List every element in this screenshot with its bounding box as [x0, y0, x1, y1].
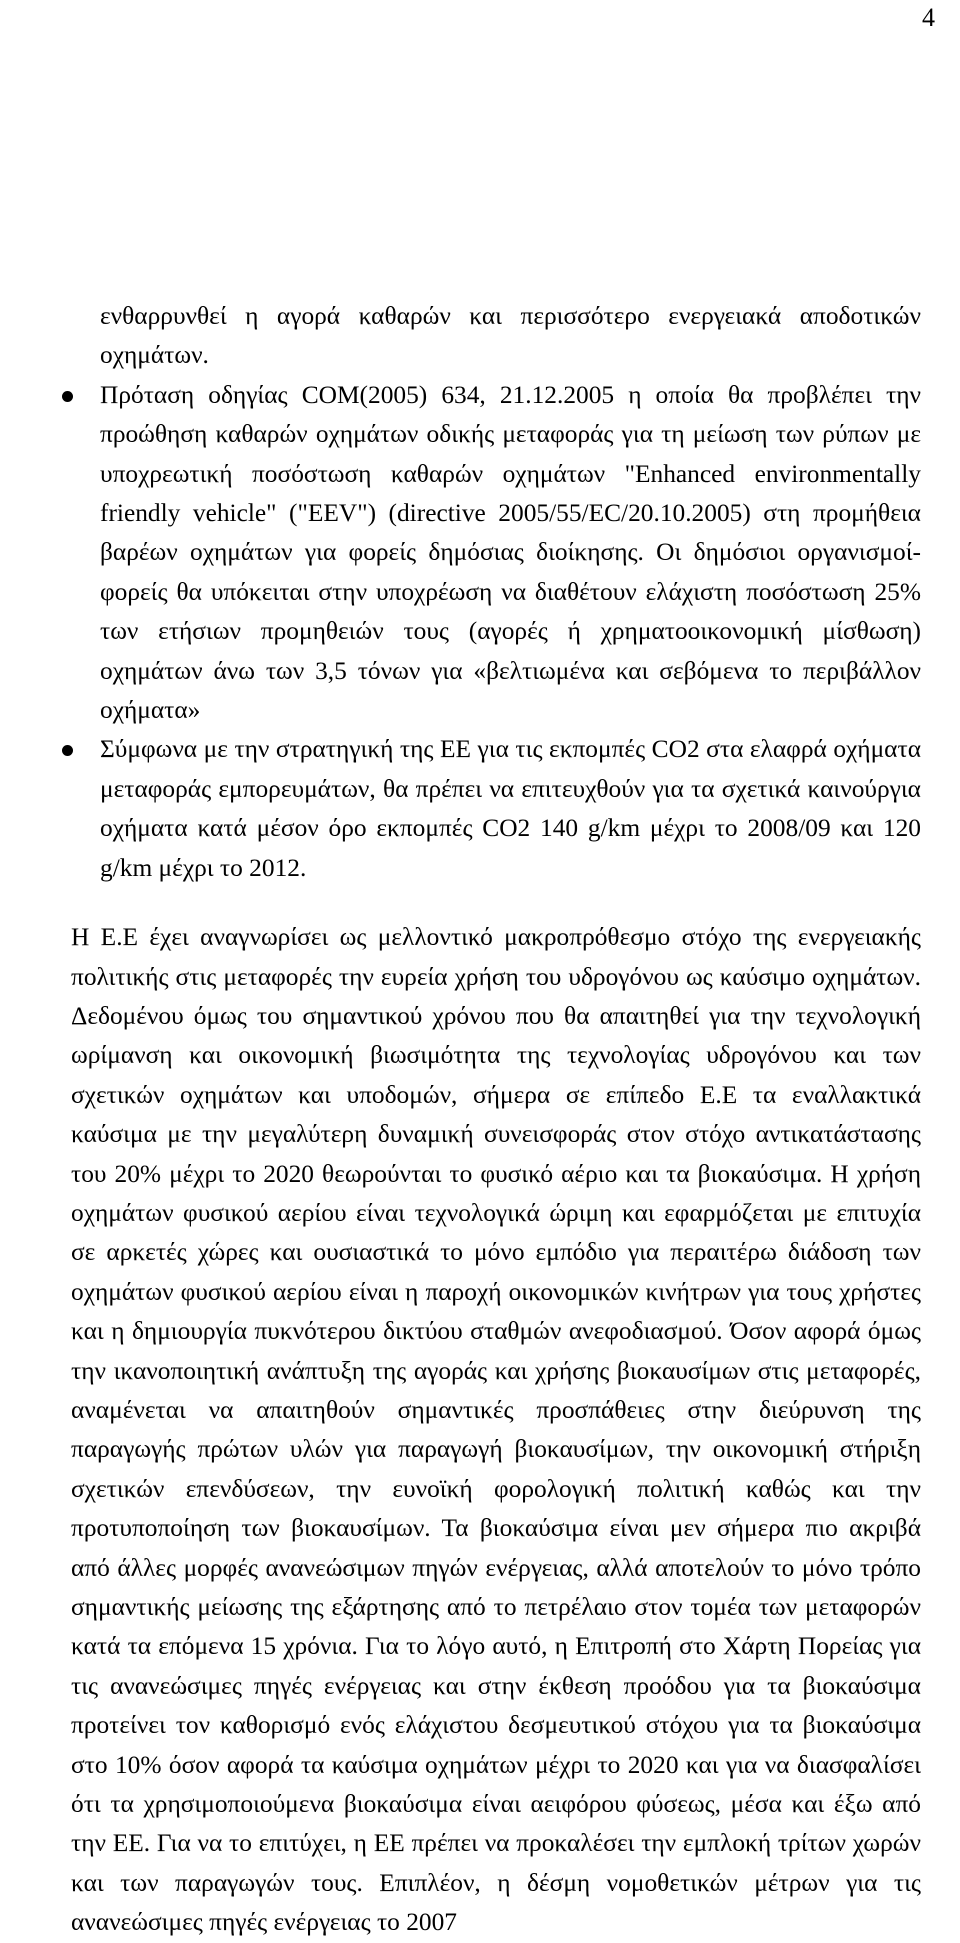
list-item — [71, 376, 921, 731]
bullet-icon — [62, 391, 73, 402]
list-continuation-text: ενθαρρυνθεί η αγορά καθαρών και περισσότερο ενεργειακά αποδοτικών οχημάτων. — [100, 302, 921, 370]
list-item-text: Πρόταση οδηγίας COM(2005) 634, 21.12.2005 η οποία θα προβλέπει την προώθηση καθαρών οχημάτων οδικής μεταφοράς για τη μείωση των ρύπων με υποχρεωτική ποσόστωση καθαρών οχημάτων "Enhanced environmentally friendly vehicle" ("EEV") (directive 2005/55/EC/20.10.2005) στη προμήθεια βαρέων οχημάτων για φορείς δημόσιας διοίκησης. Οι δημόσιοι οργανισμοί-φορείς θα υπόκειται στην υποχρέωση να διαθέτουν ελάχιστη ποσόστωση 25% των ετήσιων προμηθειών τους (αγορές ή χρηματοοικονομική μίσθωση) οχημάτων άνω των 3,5 τόνων για «βελτιωμένα και σεβόμενα το περιβάλλον οχήματα» — [100, 380, 921, 725]
list-item — [71, 730, 921, 888]
bullet-list — [71, 376, 921, 888]
bullet-icon — [62, 745, 73, 756]
document-body — [71, 297, 921, 1943]
list-item-text: Σύμφωνα με την στρατηγική της ΕΕ για τις εκπομπές CO2 στα ελαφρά οχήματα μεταφοράς εμπορευμάτων, θα πρέπει να επιτευχθούν για τα σχετικά καινούργια οχήματα κατά μέσον όρο εκπομπές CO2 140 g/km μέχρι το 2008/09 και 120 g/km μέχρι το 2012. — [100, 735, 921, 882]
page-number: 4 — [922, 3, 935, 32]
body-paragraph: Η Ε.Ε έχει αναγνωρίσει ως μελλοντικό μακροπρόθεσμο στόχο της ενεργειακής πολιτικής στις μεταφορές την ευρεία χρήση του υδρογόνου ως καύσιμο οχημάτων. Δεδομένου όμως του σημαντικού χρόνου που θα απαιτηθεί για την τεχνολογική ωρίμανση και οικονομική βιωσιμότητα της τεχνολογίας υδρογόνου και των σχετικών οχημάτων και υποδομών, σήμερα σε επίπεδο Ε.Ε τα εναλλακτικά καύσιμα με την μεγαλύτερη δυναμική συνεισφοράς στον στόχο αντικατάστασης του 20% μέχρι το 2020 θεωρούνται το φυσικό αέριο και τα βιοκαύσιμα. Η χρήση οχημάτων φυσικού αερίου είναι τεχνολογικά ώριμη και εφαρμόζεται με επιτυχία σε αρκετές χώρες και ουσιαστικά το μόνο εμπόδιο για περαιτέρω διάδοση των οχημάτων φυσικού αερίου είναι η παροχή οικονομικών κινήτρων για τους χρήστες και η δημιουργία πυκνότερου δικτύου σταθμών ανεφοδιασμού. Όσον αφορά όμως την ικανοποιητική ανάπτυξη της αγοράς και χρήσης βιοκαυσίμων στις μεταφορές, αναμένεται να απαιτηθούν σημαντικές προσπάθειες στην διεύρυνση της παραγωγής πρώτων υλών για παραγωγή βιοκαυσίμων, την οικονομική στήριξη σχετικών επενδύσεων, την ευνοϊκή φορολογική πολιτική καθώς και την προτυποποίηση των βιοκαυσίμων. Τα βιοκαύσιμα είναι μεν σήμερα πιο ακριβά από άλλες μορφές ανανεώσιμων πηγών ενέργειας, αλλά αποτελούν το μόνο τρόπο σημαντικής μείωσης της εξάρτησης από το πετρέλαιο στον τομέα των μεταφορών κατά τα επόμενα 15 χρόνια. Για το λόγο αυτό, η Επιτροπή στο Χάρτη Πορείας για τις ανανεώσιμες πηγές ενέργειας και στην έκθεση προόδου για τα βιοκαύσιμα προτείνει τον καθορισμό ενός ελάχιστου δεσμευτικού στόχου για τα βιοκαύσιμα στο 10% όσον αφορά τα καύσιμα οχημάτων μέχρι το 2020 και για να διασφαλίσει ότι τα χρησιμοποιούμενα βιοκαύσιμα είναι αειφόρου φύσεως, μέσα και έξω από την ΕΕ. Για να το επιτύχει, η ΕΕ πρέπει να προκαλέσει την εμπλοκή τρίτων χωρών και των παραγωγών τους. Επιπλέον, η δέσμη νομοθετικών μέτρων για τις ανανεώσιμες πηγές ενέργειας το 2007 — [71, 923, 921, 1937]
